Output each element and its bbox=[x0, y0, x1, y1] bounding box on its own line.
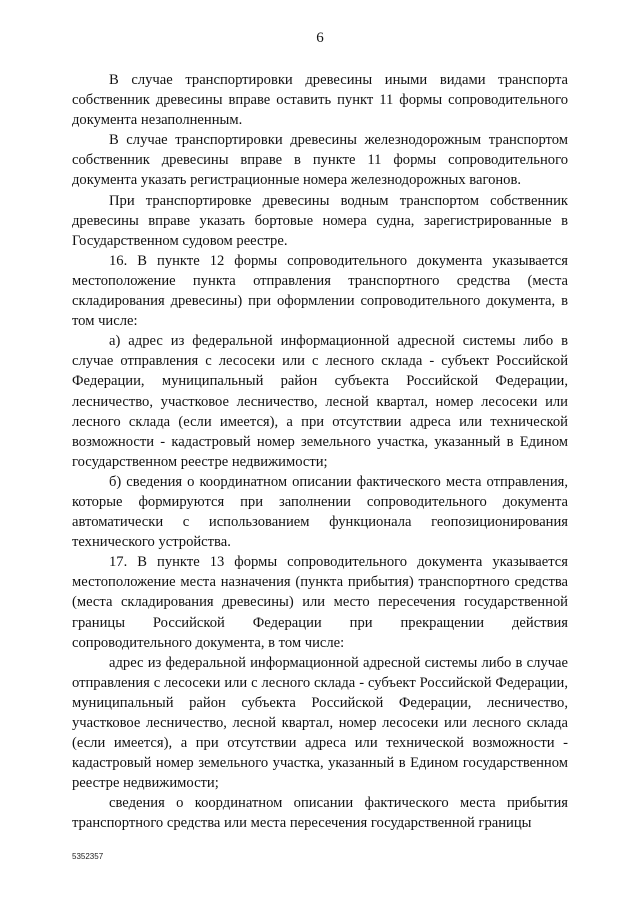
paragraph-item-17: 17. В пункте 13 формы сопроводительного документа указывается местоположение места назначения (пункта прибытия) транспортного средства (места складирования древесины) или место пересечения государственной границы Российской Федерации при прекращении действия сопроводительного документа, в том числе: bbox=[72, 554, 568, 651]
paragraph-item-16-a: а) адрес из федеральной информационной адресной системы либо в случае отправления с лесосеки или с лесного склада - субъект Российской Федерации, муниципальный район субъекта Российской Федерации, лесничество, участковое лесничество, лесной квартал, номер лесосеки или лесного склада (если имеется), а при отсутствии адреса или технической возможности - кадастровый номер земельного участка, указанный в Едином государственном реестре недвижимости; bbox=[72, 333, 568, 470]
paragraph-item-16: 16. В пункте 12 формы сопроводительного документа указывается местоположение пункта отправления транспортного средства (места складирования древесины) при оформлении сопроводительного документа, в том числе: bbox=[72, 252, 568, 330]
document-code: 5352357 bbox=[72, 852, 104, 861]
paragraph-other-transport: В случае транспортировки древесины иными видами транспорта собственник древесины вправе оставить пункт 11 формы сопроводительного документа незаполненным. bbox=[72, 72, 568, 129]
page-number: 6 bbox=[316, 30, 324, 46]
document-body bbox=[72, 70, 568, 834]
paragraph-item-17-address: адрес из федеральной информационной адресной системы либо в случае отправления с лесосеки или с лесного склада - субъект Российской Федерации, муниципальный район субъекта Российской Федерации, лесничество, участковое лесничество, лесной квартал, номер лесосеки или лесного склада (если имеется), а при отсутствии адреса или технической возможности - кадастровый номер земельного участка, указанный в Едином государственном реестре недвижимости; bbox=[72, 654, 568, 792]
paragraph-railway-transport: В случае транспортировки древесины железнодорожным транспортом собственник древесины вправе в пункте 11 формы сопроводительного документа указать регистрационные номера железнодорожных вагонов. bbox=[72, 132, 568, 189]
paragraph-water-transport: При транспортировке древесины водным транспортом собственник древесины вправе указать бортовые номера судна, зарегистрированные в Государственном судовом реестре. bbox=[72, 192, 568, 249]
paragraph-item-17-coordinates: сведения о координатном описании фактического места прибытия транспортного средства или места пересечения государственной границы bbox=[72, 795, 568, 832]
paragraph-item-16-b: б) сведения о координатном описании фактического места отправления, которые формируются при заполнении сопроводительного документа автоматически с использованием функционала геопозиционирования технического устройства. bbox=[72, 473, 568, 551]
